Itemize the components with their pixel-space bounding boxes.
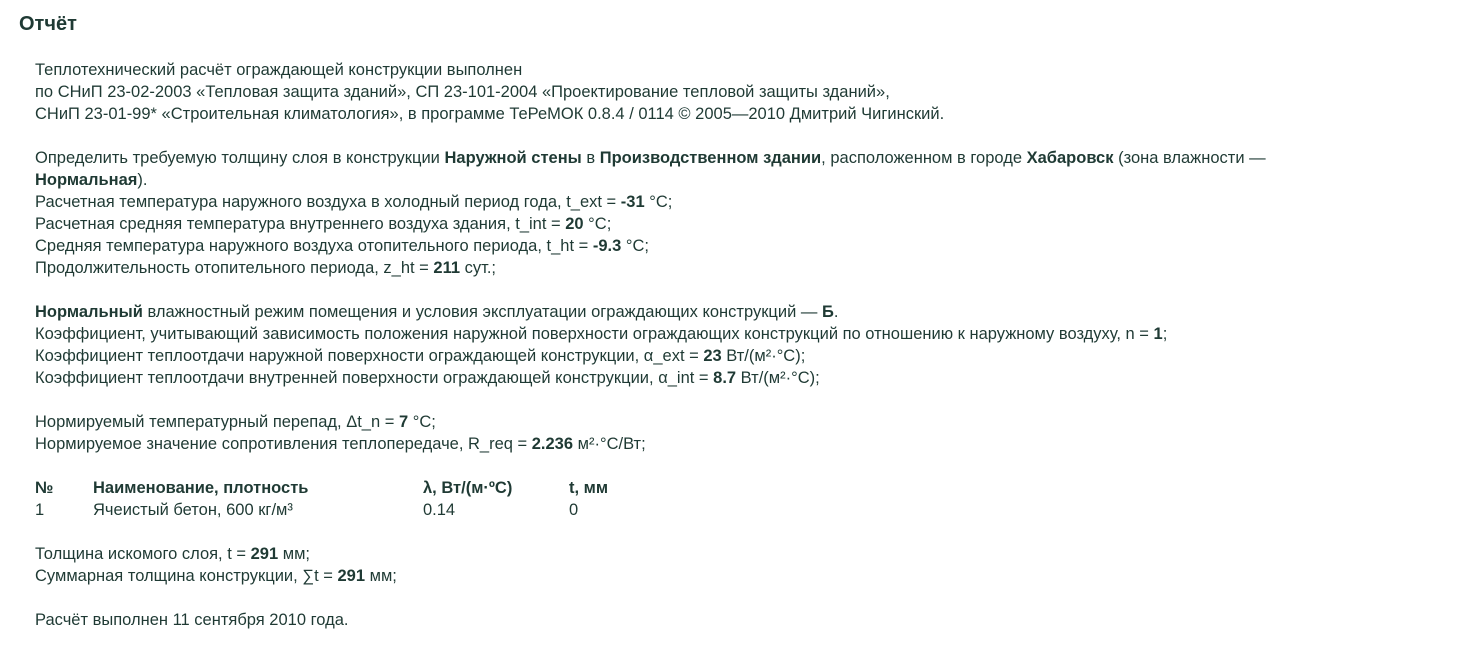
spacer: [35, 455, 1460, 477]
norms-section: [35, 411, 1460, 455]
a-int-label: Коэффициент теплоотдачи внутренней поверхности ограждающей конструкции, α_int =: [35, 369, 714, 387]
layers-table: [35, 477, 1460, 521]
result-section: [35, 543, 1460, 587]
humidity-mode-class: Б: [821, 303, 834, 321]
t-int-label: Расчетная средняя температура внутреннего воздуха здания, t_int =: [35, 215, 566, 233]
cell-name: Ячеистый бетон, 600 кг/м³: [93, 501, 293, 519]
task-line-2: [35, 169, 1460, 191]
header-lambda: λ, Вт/(м·ºC): [423, 479, 513, 497]
r-req-value: 2.236: [531, 435, 574, 453]
spacer: [35, 587, 1460, 609]
r-req-line: [35, 433, 1460, 455]
sum-label: Суммарная толщина конструкции, ∑t =: [35, 567, 338, 585]
r-req-label: Нормируемое значение сопротивления теплопередаче, R_req =: [35, 435, 532, 453]
spacer: [35, 521, 1460, 543]
a-ext-line: [35, 345, 1460, 367]
cell-lambda: 0.14: [423, 501, 456, 519]
humidity-mode-end: .: [833, 303, 839, 321]
intro-section: [35, 59, 1460, 125]
t-ext-line: [35, 191, 1460, 213]
a-int-value: 8.7: [713, 369, 737, 387]
intro-line-3: СНиП 23-01-99* «Строительная климатология», в программе ТеРеМОК 0.8.4 / 0114 © 2005—2010 Дмитрий Чигинский.: [35, 105, 945, 123]
z-ht-line: [35, 257, 1460, 279]
t-ext-label: Расчетная температура наружного воздуха в холодный период года, t_ext =: [35, 193, 621, 211]
sum-value: 291: [337, 567, 366, 585]
t-result-unit: мм;: [278, 545, 311, 563]
r-req-unit: м²·°C/Вт;: [573, 435, 646, 453]
task-line-1: [35, 147, 1460, 169]
t-ext-value: -31: [620, 193, 645, 211]
task-section: [35, 147, 1460, 279]
a-ext-label: Коэффициент теплоотдачи наружной поверхности ограждающей конструкции, α_ext =: [35, 347, 704, 365]
n-line: [35, 323, 1460, 345]
t-int-line: [35, 213, 1460, 235]
report-title: Отчёт: [19, 13, 77, 35]
humidity-mode: Нормальный: [35, 303, 143, 321]
intro-line-2: по СНиП 23-02-2003 «Тепловая защита зданий», СП 23-101-2004 «Проектирование тепловой защиты зданий»,: [35, 83, 890, 101]
dt-label: Нормируемый температурный перепад, Δt_n =: [35, 413, 399, 431]
sum-unit: мм;: [365, 567, 397, 585]
a-int-unit: Вт/(м²·°C);: [736, 369, 820, 387]
header-name: Наименование, плотность: [93, 479, 309, 497]
cell-number: 1: [35, 501, 45, 519]
n-label: Коэффициент, учитывающий зависимость положения наружной поверхности ограждающих конструкций по отношению к наружному воздуху, n =: [35, 325, 1154, 343]
spacer: [35, 125, 1460, 147]
humidity-section: [35, 301, 1460, 389]
task-text: ).: [137, 171, 148, 189]
header-thickness: t, мм: [569, 479, 609, 497]
z-ht-value: 211: [433, 259, 461, 277]
task-text: в: [581, 149, 600, 167]
task-text: (зона влажности —: [1113, 149, 1266, 167]
dt-value: 7: [398, 413, 409, 431]
t-ext-unit: °C;: [644, 193, 673, 211]
humidity-zone: Нормальная: [35, 171, 138, 189]
humidity-mode-text: влажностный режим помещения и условия эксплуатации ограждающих конструкций —: [142, 303, 822, 321]
intro-line-1: Теплотехнический расчёт ограждающей конструкции выполнен: [35, 61, 523, 79]
t-ht-unit: °C;: [621, 237, 649, 255]
t-result-value: 291: [250, 545, 279, 563]
footer-date: Расчёт выполнен 11 сентября 2010 года.: [35, 611, 349, 629]
spacer: [35, 389, 1460, 411]
t-result-label: Толщина искомого слоя, t =: [35, 545, 251, 563]
z-ht-unit: сут.;: [460, 259, 497, 277]
a-ext-unit: Вт/(м²·°C);: [721, 347, 806, 365]
dt-unit: °C;: [408, 413, 436, 431]
city-name: Хабаровск: [1026, 149, 1114, 167]
spacer: [35, 279, 1460, 301]
building-name: Производственном здании: [599, 149, 822, 167]
report-body: [35, 59, 1460, 631]
construction-name: Наружной стены: [444, 149, 582, 167]
n-end: ;: [1162, 325, 1168, 343]
dt-line: [35, 411, 1460, 433]
header-number: №: [35, 479, 54, 497]
humidity-mode-line: [35, 301, 1460, 323]
n-value: 1: [1153, 325, 1163, 343]
t-ht-value: -9.3: [592, 237, 622, 255]
t-int-value: 20: [565, 215, 584, 233]
table-header: [35, 477, 1460, 499]
a-ext-value: 23: [703, 347, 722, 365]
t-result-line: [35, 543, 1460, 565]
t-ht-label: Средняя температура наружного воздуха отопительного периода, t_ht =: [35, 237, 593, 255]
sum-line: [35, 565, 1460, 587]
a-int-line: [35, 367, 1460, 389]
task-text: Определить требуемую толщину слоя в конструкции: [35, 149, 445, 167]
t-ht-line: [35, 235, 1460, 257]
t-int-unit: °C;: [583, 215, 612, 233]
z-ht-label: Продолжительность отопительного периода, z_ht =: [35, 259, 434, 277]
task-text: , расположенном в городе: [821, 149, 1027, 167]
cell-thickness: 0: [569, 501, 579, 519]
table-row: [35, 499, 1460, 521]
